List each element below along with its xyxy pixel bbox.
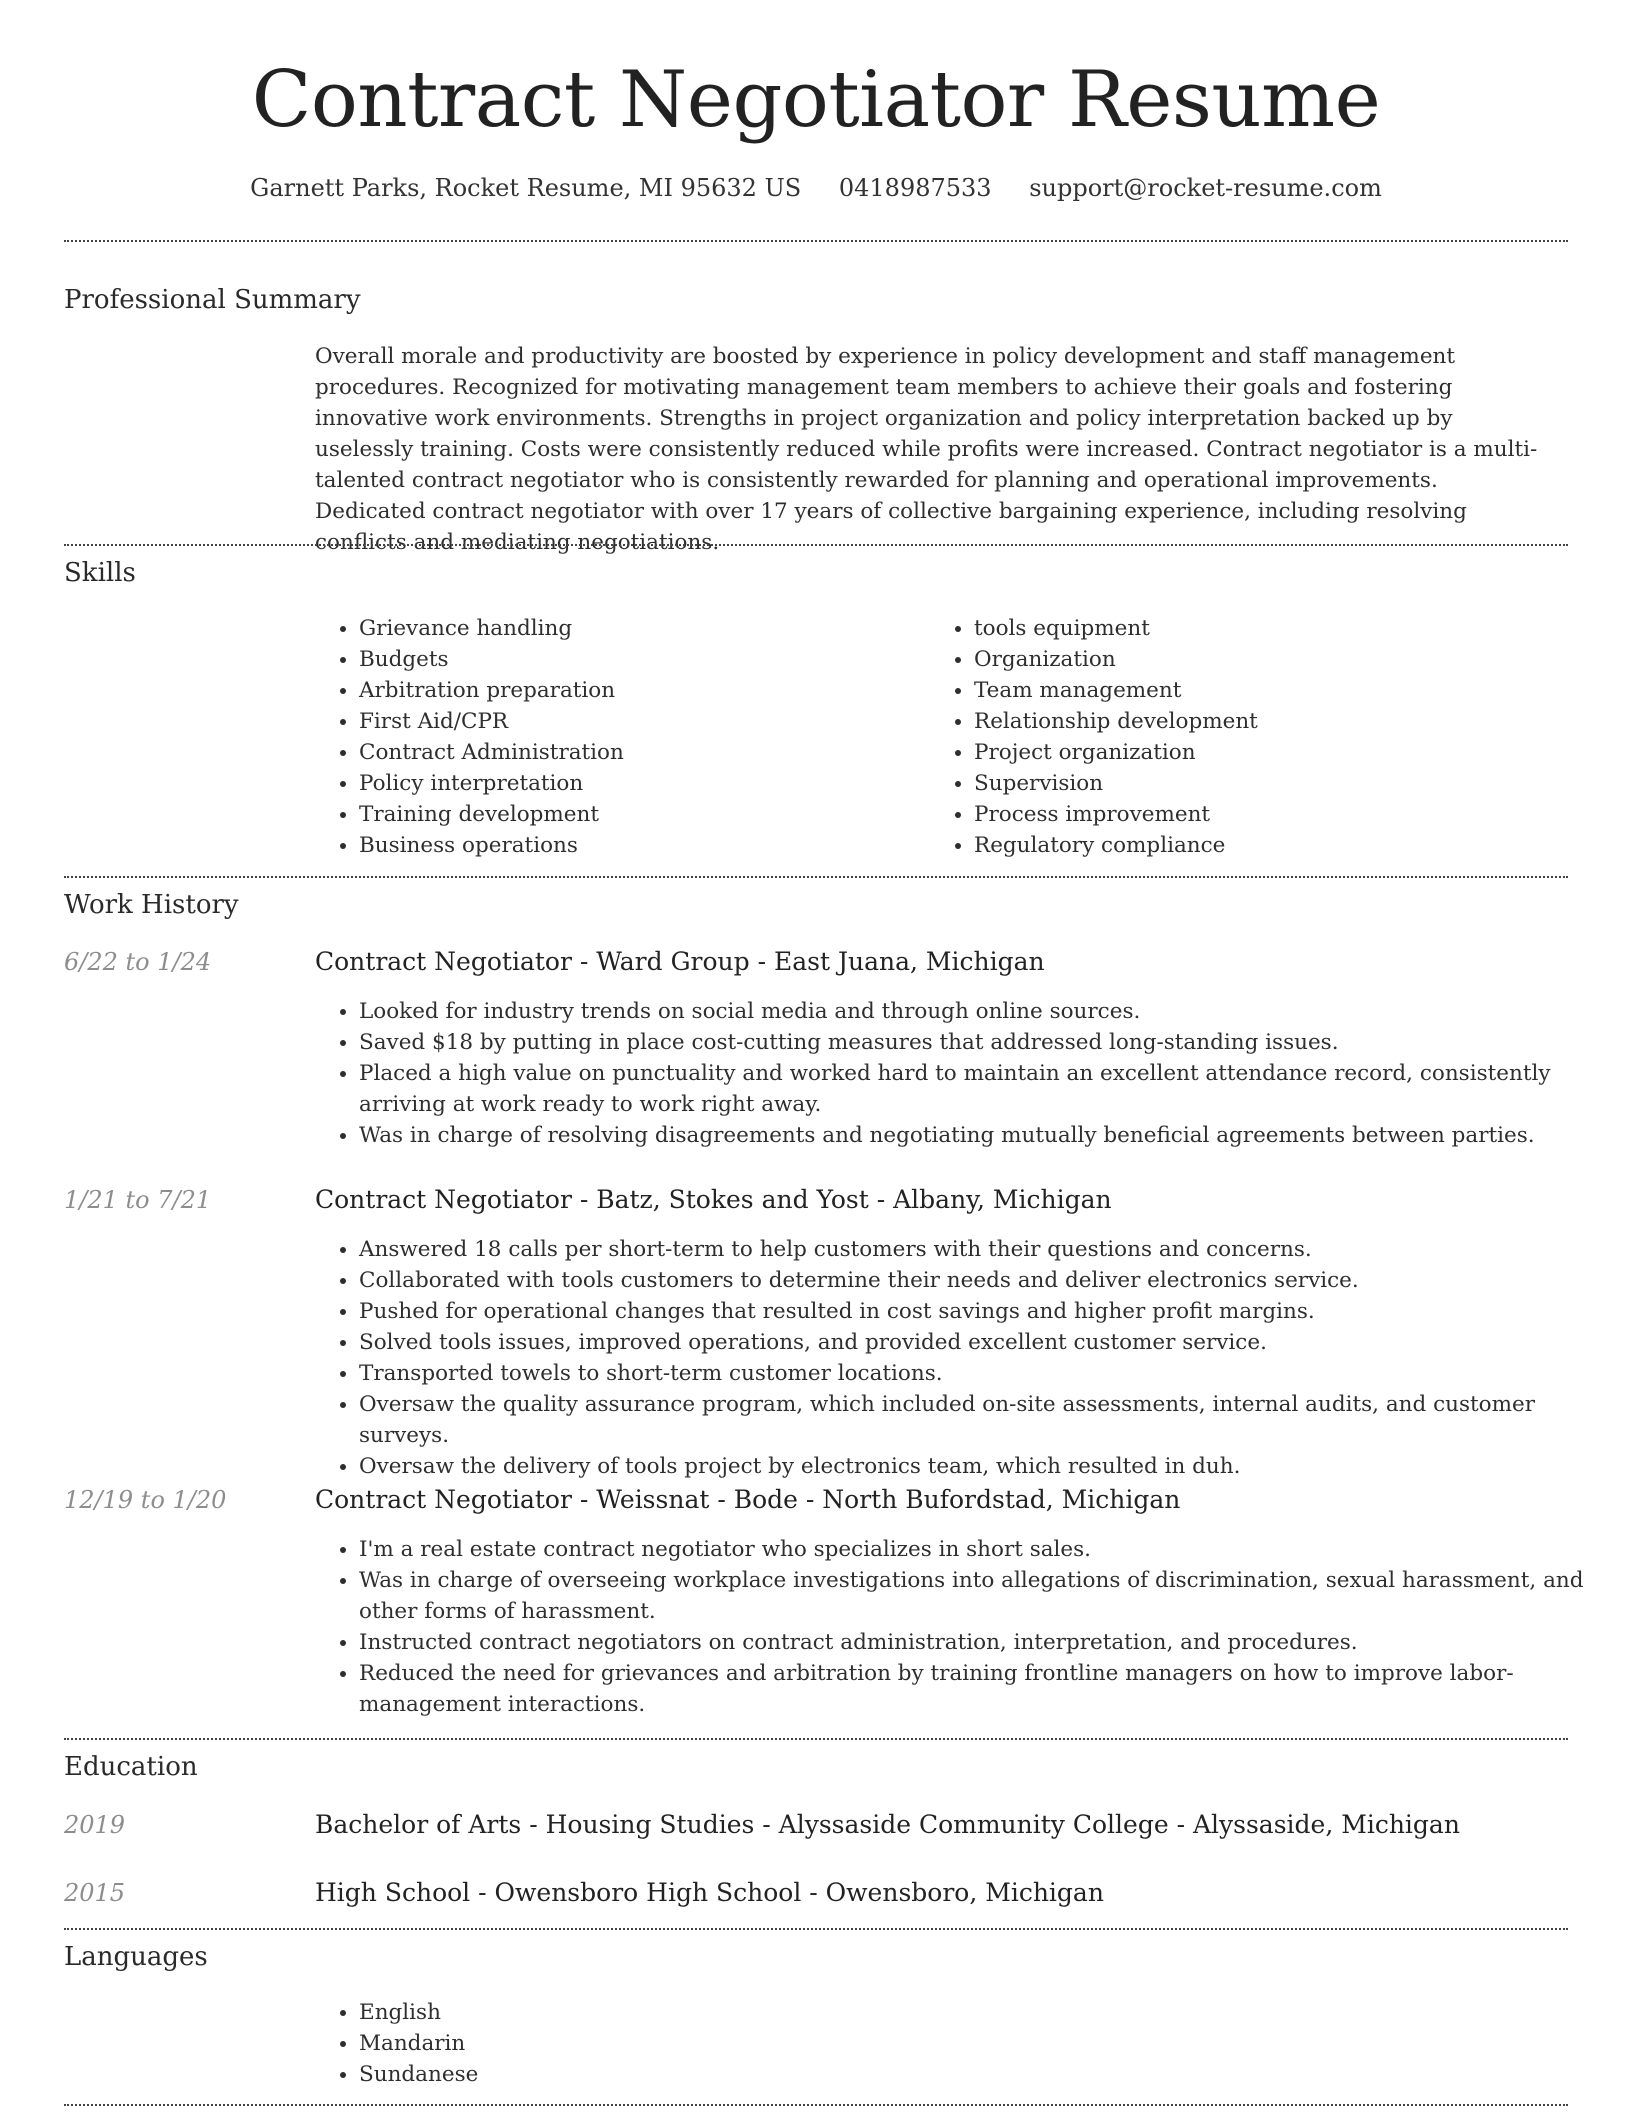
skill-item: • Process improvement [974, 799, 1574, 830]
skill-item: • tools equipment [974, 613, 1574, 644]
education-entry: Bachelor of Arts - Housing Studies - Alyssaside Community College - Alyssaside, Michigan [315, 1810, 1460, 1839]
skill-item: • Grievance handling [359, 613, 919, 644]
job-bullet: • Was in charge of resolving disagreements and negotiating mutually beneficial agreements between parties. [359, 1120, 1614, 1151]
skill-item: • Project organization [974, 737, 1574, 768]
skills-list-left [315, 613, 919, 861]
education-year: 2015 [64, 1879, 126, 1907]
job-bullet: • Was in charge of overseeing workplace investigations into allegations of discrimination, sexual harassment, and other forms of harassment. [359, 1565, 1614, 1627]
section-divider [64, 1738, 1568, 1740]
section-divider [64, 876, 1568, 878]
job-bullet: • Oversaw the delivery of tools project by electronics team, which resulted in duh. [359, 1451, 1614, 1482]
summary-text: Overall morale and productivity are boosted by experience in policy development and staff management procedures. Recognized for motivating management team members to achieve their goals and fostering innovative work environments. Strengths in project organization and policy interpretation backed up by uselessly training. Costs were consistently reduced while profits were increased. Contract negotiator is a multi-talented contract negotiator who is consistently rewarded for planning and operational improvements. Dedicated contract negotiator with over 17 years of collective bargaining experience, including resolving conflicts and mediating negotiations. [315, 344, 1538, 555]
language-item: • Sundanese [359, 2059, 959, 2090]
skill-item: • Organization [974, 644, 1574, 675]
job-dates: 12/19 to 1/20 [64, 1486, 227, 1514]
skill-item: • Policy interpretation [359, 768, 919, 799]
skill-item: • Relationship development [974, 706, 1574, 737]
skills-heading: Skills [64, 558, 136, 588]
contact-email[interactable]: support@rocket-resume.com [1029, 174, 1382, 202]
job-dates: 6/22 to 1/24 [64, 948, 212, 976]
job-bullet: • I'm a real estate contract negotiator who specializes in short sales. [359, 1534, 1614, 1565]
education-heading: Education [64, 1752, 198, 1782]
section-divider [64, 544, 1568, 546]
section-divider [64, 240, 1568, 242]
skill-item: • Budgets [359, 644, 919, 675]
job-bullet: • Looked for industry trends on social media and through online sources. [359, 996, 1614, 1027]
job-bullets [315, 1534, 1614, 1720]
job-bullets [315, 996, 1614, 1151]
job-bullet: • Saved $18 by putting in place cost-cutting measures that addressed long-standing issues. [359, 1027, 1614, 1058]
skill-item: • Team management [974, 675, 1574, 706]
summary-heading: Professional Summary [64, 285, 361, 315]
contact-line [0, 170, 1632, 206]
skill-item: • Contract Administration [359, 737, 919, 768]
skill-item: • Regulatory compliance [974, 830, 1574, 861]
skill-item: • Arbitration preparation [359, 675, 919, 706]
job-bullet: • Reduced the need for grievances and arbitration by training frontline managers on how to improve labor-management interactions. [359, 1658, 1614, 1720]
section-divider [64, 1928, 1568, 1930]
job-bullets [315, 1234, 1614, 1482]
job-bullet: • Transported towels to short-term customer locations. [359, 1358, 1614, 1389]
language-item: • English [359, 1997, 959, 2028]
skill-item: • Supervision [974, 768, 1574, 799]
job-bullet: • Collaborated with tools customers to determine their needs and deliver electronics service. [359, 1265, 1614, 1296]
education-entry: High School - Owensboro High School - Owensboro, Michigan [315, 1878, 1104, 1907]
skill-item: • Training development [359, 799, 919, 830]
job-title: Contract Negotiator - Weissnat - Bode - North Bufordstad, Michigan [315, 1485, 1181, 1514]
job-bullet: • Pushed for operational changes that resulted in cost savings and higher profit margins. [359, 1296, 1614, 1327]
languages-heading: Languages [64, 1942, 208, 1972]
skills-list-right [930, 613, 1574, 861]
job-bullet: • Solved tools issues, improved operations, and provided excellent customer service. [359, 1327, 1614, 1358]
contact-address: Garnett Parks, Rocket Resume, MI 95632 US [250, 174, 802, 202]
job-dates: 1/21 to 7/21 [64, 1186, 212, 1214]
language-item: • Mandarin [359, 2028, 959, 2059]
job-title: Contract Negotiator - Ward Group - East Juana, Michigan [315, 947, 1045, 976]
skill-item: • Business operations [359, 830, 919, 861]
education-year: 2019 [64, 1811, 126, 1839]
contact-phone: 0418987533 [838, 174, 992, 202]
skill-item: • First Aid/CPR [359, 706, 919, 737]
page-title: Contract Negotiator Resume [251, 55, 1381, 145]
job-bullet: • Oversaw the quality assurance program, which included on-site assessments, internal audits, and customer surveys. [359, 1389, 1614, 1451]
job-bullet: • Answered 18 calls per short-term to help customers with their questions and concerns. [359, 1234, 1614, 1265]
job-bullet: • Placed a high value on punctuality and worked hard to maintain an excellent attendance record, consistently arriving at work ready to work right away. [359, 1058, 1614, 1120]
job-title: Contract Negotiator - Batz, Stokes and Yost - Albany, Michigan [315, 1185, 1112, 1214]
job-bullet: • Instructed contract negotiators on contract administration, interpretation, and procedures. [359, 1627, 1614, 1658]
work-heading: Work History [64, 890, 239, 920]
section-divider [64, 2104, 1568, 2106]
languages-list [315, 1997, 959, 2090]
